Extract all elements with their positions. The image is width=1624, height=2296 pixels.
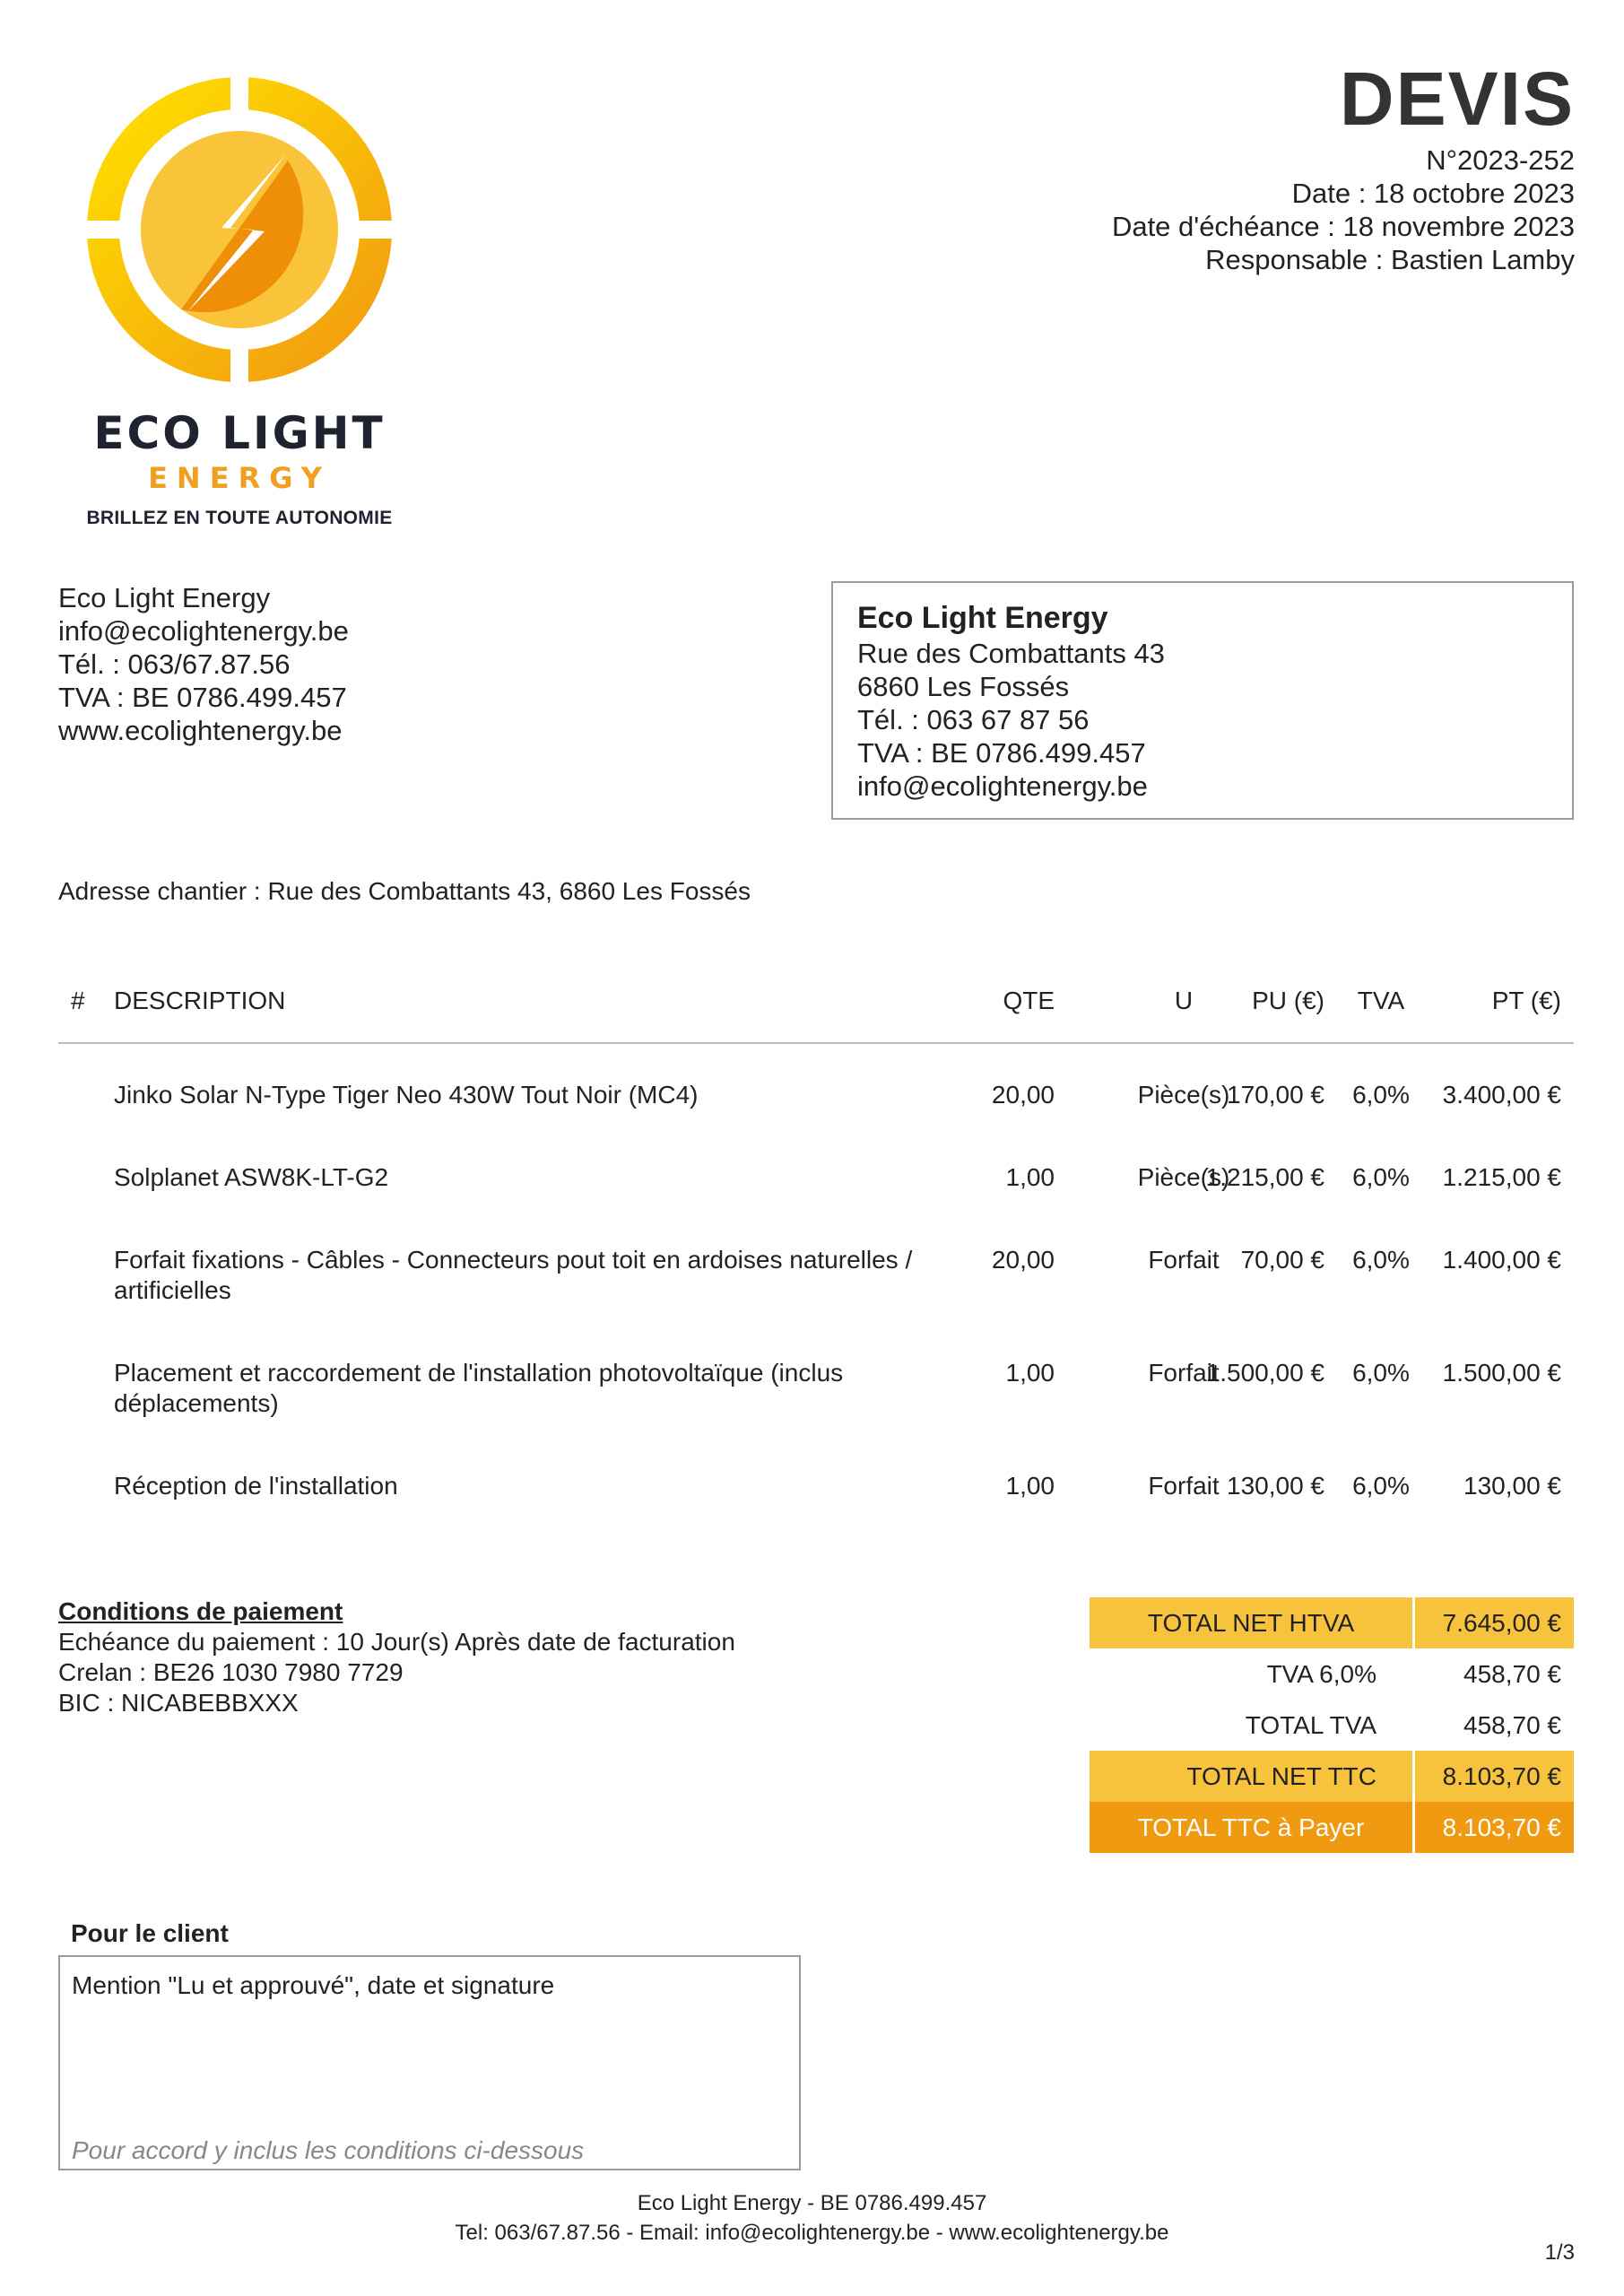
sender-phone: Tél. : 063/67.87.56 [58,648,291,680]
brand-tagline: BRILLEZ EN TOUTE AUTONOMIE [86,508,393,528]
total-net-htva [1090,1597,1574,1648]
quote-number: N°2023-252 [1426,144,1575,176]
payment-conditions [58,1596,735,1718]
table-row [58,1080,1574,1162]
row-description: Solplanet ASW8K-LT-G2 [114,1163,389,1191]
total-value: 8.103,70 € [1412,1751,1574,1802]
row-unit: Pièce(s) [1137,1081,1230,1109]
row-total-price: 1.215,00 € [1442,1163,1561,1191]
footer-company: Eco Light Energy - BE 0786.499.457 [637,2191,987,2215]
total-value: 458,70 € [1463,1660,1561,1688]
row-unit: Forfait [1148,1246,1220,1274]
row-tva: 6,0% [1352,1359,1410,1387]
brand-subtitle: ENERGY [148,461,331,495]
row-tva: 6,0% [1352,1472,1410,1500]
header-tva: TVA [1357,987,1405,1014]
row-unit: Forfait [1148,1359,1220,1387]
sender-website: www.ecolightenergy.be [58,715,343,746]
row-description: Réception de l'installation [114,1472,398,1500]
client-email: info@ecolightenergy.be [857,770,1148,802]
total-value: 458,70 € [1463,1711,1561,1739]
row-qte: 1,00 [1005,1472,1055,1500]
total-label: TOTAL TTC à Payer [1090,1802,1412,1853]
page-footer [0,2188,1624,2248]
table-header [58,985,1574,1044]
row-tva: 6,0% [1352,1246,1410,1274]
row-total-price: 1.400,00 € [1442,1246,1561,1274]
header-num: # [71,987,85,1014]
table-row [58,1471,1574,1525]
client-vat: TVA : BE 0786.499.457 [857,737,1146,769]
row-description: Jinko Solar N-Type Tiger Neo 430W Tout Noir (MC4) [114,1081,699,1109]
sender-email: info@ecolightenergy.be [58,615,349,647]
row-total-price: 1.500,00 € [1442,1359,1561,1387]
row-unit-price: 170,00 € [1227,1081,1324,1109]
sender-info [58,581,349,747]
quote-due-date: Date d'échéance : 18 novembre 2023 [1111,211,1575,242]
document-meta [1112,144,1575,276]
table-row [58,1162,1574,1245]
total-tva [1090,1700,1574,1751]
total-label: TVA 6,0% [1266,1660,1376,1688]
row-unit: Pièce(s) [1137,1163,1230,1191]
total-ttc-to-pay [1090,1802,1574,1853]
total-tva-rate [1090,1648,1574,1700]
items-table [58,985,1574,1525]
total-label: TOTAL NET HTVA [1090,1597,1412,1648]
total-label: TOTAL NET TTC [1090,1751,1412,1802]
total-label: TOTAL TVA [1245,1711,1376,1739]
row-tva: 6,0% [1352,1081,1410,1109]
row-qte: 1,00 [1005,1359,1055,1387]
quote-responsible: Responsable : Bastien Lamby [1205,244,1575,275]
sender-vat: TVA : BE 0786.499.457 [58,682,347,713]
total-net-ttc [1090,1751,1574,1802]
bank-bic: BIC : NICABEBBXXX [58,1689,299,1717]
row-unit-price: 70,00 € [1240,1246,1324,1274]
table-row [58,1358,1574,1471]
page-number: 1/3 [1544,2240,1575,2265]
signature-box[interactable] [58,1955,801,2170]
row-unit-price: 1.215,00 € [1205,1163,1324,1191]
quote-date: Date : 18 octobre 2023 [1291,178,1575,209]
bank-account: Crelan : BE26 1030 7980 7729 [58,1658,404,1686]
row-unit: Forfait [1148,1472,1220,1500]
row-unit-price: 1.500,00 € [1205,1359,1324,1387]
sender-line: Eco Light Energy [58,582,271,613]
signature-note: Pour accord y inclus les conditions ci-dessous [72,2136,585,2164]
header-unit-price: PU (€) [1252,987,1324,1014]
totals-table [1090,1597,1574,1853]
client-street: Rue des Combattants 43 [857,638,1165,669]
row-qte: 1,00 [1005,1163,1055,1191]
row-qte: 20,00 [991,1081,1055,1109]
header-qte: QTE [1003,987,1055,1014]
row-description: Forfait fixations - Câbles - Connecteurs pout toit en ardoises naturelles / artificielles [114,1246,913,1304]
header-total-price: PT (€) [1491,987,1561,1014]
company-logo [87,77,392,535]
signature-title: Pour le client [71,1919,229,1947]
row-tva: 6,0% [1352,1163,1410,1191]
signature-mention: Mention "Lu et approuvé", date et signature [72,1971,555,1999]
footer-contact: Tel: 063/67.87.56 - Email: info@ecolightenergy.be - www.ecolightenergy.be [455,2221,1169,2245]
payment-conditions-title: Conditions de paiement [58,1597,343,1625]
lightning-logo-icon [87,77,392,382]
payment-due: Echéance du paiement : 10 Jour(s) Après date de facturation [58,1628,735,1656]
row-total-price: 3.400,00 € [1442,1081,1561,1109]
client-phone: Tél. : 063 67 87 56 [857,704,1090,735]
header-unit: U [1174,987,1194,1014]
client-name: Eco Light Energy [857,601,1108,635]
brand-name: ECO LIGHT [93,407,386,459]
total-value: 7.645,00 € [1412,1597,1574,1648]
header-description: DESCRIPTION [114,987,286,1014]
client-address-box [831,581,1574,820]
total-value: 8.103,70 € [1412,1802,1574,1853]
row-total-price: 130,00 € [1463,1472,1561,1500]
client-city: 6860 Les Fossés [857,671,1070,702]
table-row [58,1245,1574,1358]
row-unit-price: 130,00 € [1227,1472,1324,1500]
row-description: Placement et raccordement de l'installation photovoltaïque (inclus déplacements) [114,1359,844,1417]
row-qte: 20,00 [991,1246,1055,1274]
site-address: Adresse chantier : Rue des Combattants 43, 6860 Les Fossés [58,877,751,905]
document-title: DEVIS [1339,57,1575,141]
